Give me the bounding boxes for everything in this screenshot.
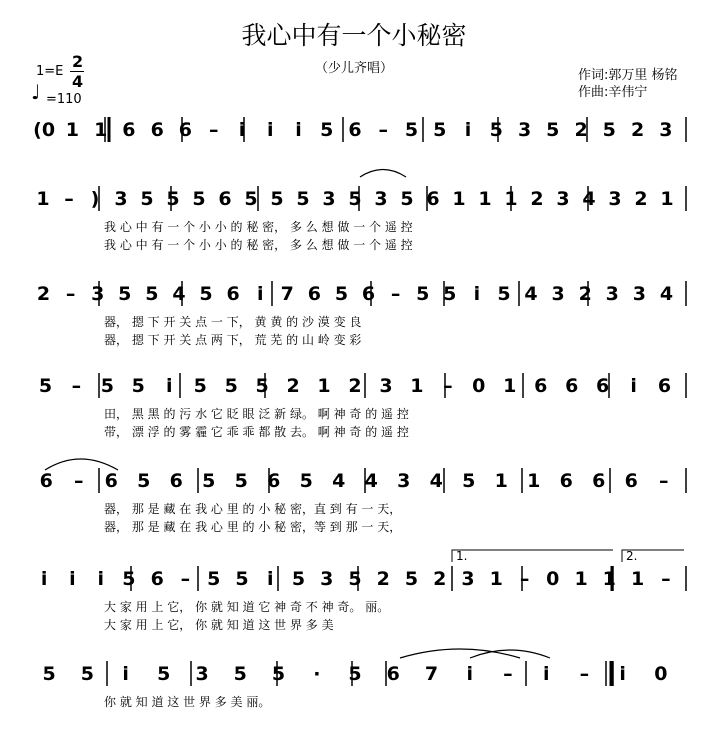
quarter-note-icon: ♩ bbox=[31, 80, 41, 104]
note: 1 bbox=[494, 470, 508, 492]
note: 5 bbox=[244, 188, 258, 210]
note: 6 bbox=[592, 470, 606, 492]
note: 6 bbox=[122, 119, 136, 141]
note: 6 bbox=[426, 188, 440, 210]
note: 1 bbox=[527, 470, 541, 492]
note: 1 bbox=[489, 568, 503, 590]
note: 2 bbox=[630, 119, 645, 141]
song-subtitle: （少儿齐唱） bbox=[314, 61, 393, 76]
note: 3 bbox=[91, 283, 105, 305]
note: 0 bbox=[546, 568, 560, 590]
key-signature: 1=E bbox=[36, 64, 64, 79]
note: i bbox=[166, 375, 173, 397]
note: 5 bbox=[320, 119, 334, 141]
note: 5 bbox=[404, 568, 419, 590]
note: 5 bbox=[602, 119, 616, 141]
note: – bbox=[443, 375, 453, 397]
note: 2 bbox=[433, 568, 447, 590]
note: 6 bbox=[178, 119, 193, 141]
note: 3 bbox=[632, 283, 647, 305]
note: 5 bbox=[400, 188, 414, 210]
note: 1 bbox=[94, 119, 108, 141]
note: 1 bbox=[602, 568, 616, 590]
note: – bbox=[180, 568, 191, 590]
note: 5 bbox=[443, 283, 457, 305]
lyric-verse-2: 带， 漂 浮 的 雾 霾 它 乖 乖 都 散 去。 啊 神 奇 的 遥 控 bbox=[104, 425, 409, 439]
note: 5 bbox=[416, 283, 430, 305]
note: 1 bbox=[65, 119, 80, 141]
note: 3 bbox=[551, 283, 565, 305]
note: 1 bbox=[504, 188, 518, 210]
note: 6 bbox=[150, 568, 164, 590]
note: 6 bbox=[348, 119, 362, 141]
song-title: 我心中有一个小秘密 bbox=[241, 21, 467, 50]
note: 1 bbox=[660, 188, 674, 210]
note: 2 bbox=[286, 375, 300, 397]
lyric-verse-2: 我 心 中 有 一 个 小 小 的 秘 密， 多 么 想 做 一 个 遥 控 bbox=[104, 238, 413, 252]
note: 6 bbox=[267, 470, 281, 492]
note: 5 bbox=[296, 188, 310, 210]
note: 5 bbox=[100, 375, 115, 397]
note: 5 bbox=[235, 568, 249, 590]
note: – bbox=[519, 568, 530, 590]
lyric-verse-1: 器， 那 是 藏 在 我 心 里 的 小 秘 密，直 到 有 一 天， bbox=[104, 502, 402, 516]
note: 5 bbox=[137, 470, 151, 492]
note: · bbox=[313, 663, 321, 685]
note: 5 bbox=[145, 283, 159, 305]
note: 6 bbox=[595, 375, 610, 397]
note: 3 bbox=[605, 283, 619, 305]
note: 6 bbox=[361, 283, 376, 305]
note: 1 bbox=[478, 188, 492, 210]
composer-credit: 作曲:辛伟宁 bbox=[578, 85, 648, 100]
note: 6 bbox=[386, 663, 400, 685]
note: 2 bbox=[530, 188, 544, 210]
lyric-verse-1: 器， 摁 下 开 关 点 一 下， 黄 黄 的 沙 漠 变 良 bbox=[104, 315, 362, 329]
note: 5 bbox=[193, 375, 207, 397]
volta-bracket-1 bbox=[452, 550, 613, 562]
note: 4 bbox=[332, 470, 346, 492]
note: 1 bbox=[503, 375, 517, 397]
note: 6 bbox=[226, 283, 240, 305]
note: i bbox=[69, 568, 76, 590]
note: – bbox=[390, 283, 401, 305]
note: 5 bbox=[334, 283, 349, 305]
note: 5 bbox=[199, 283, 213, 305]
note: 1 bbox=[36, 188, 50, 210]
note: 1 bbox=[574, 568, 588, 590]
note: 5 bbox=[433, 119, 447, 141]
note: 3 bbox=[379, 375, 393, 397]
note: 5 bbox=[118, 283, 132, 305]
note: 0 bbox=[472, 375, 486, 397]
note: 2 bbox=[36, 283, 51, 305]
tie bbox=[470, 650, 550, 658]
lyric-verse-1: 我 心 中 有 一 个 小 小 的 秘 密， 多 么 想 做 一 个 遥 控 bbox=[104, 220, 413, 234]
tempo-marking: =110 bbox=[46, 92, 82, 107]
note: 3 bbox=[659, 119, 673, 141]
note: 3 bbox=[320, 568, 334, 590]
time-signature-top: 2 bbox=[72, 52, 84, 71]
note: i bbox=[122, 663, 129, 685]
note: i bbox=[40, 568, 48, 590]
note: 5 bbox=[122, 568, 136, 590]
lyricist-credit: 作词:郭万里 杨铭 bbox=[578, 68, 678, 83]
note: 5 bbox=[404, 119, 419, 141]
note: 2 bbox=[578, 283, 592, 305]
note: 1 bbox=[630, 568, 645, 590]
lyric-verse-1: 大 家 用 上 它， 你 就 知 道 它 神 奇 不 神 奇。 丽。 bbox=[104, 600, 390, 614]
note: 5 bbox=[462, 470, 476, 492]
lyric-verse-1: 你 就 知 道 这 世 界 多 美 丽。 bbox=[104, 695, 271, 709]
note: – bbox=[65, 283, 76, 305]
note: – bbox=[503, 663, 513, 685]
note: 5 bbox=[271, 663, 286, 685]
note: i bbox=[630, 375, 637, 397]
note: 6 bbox=[169, 470, 183, 492]
note: – bbox=[64, 188, 74, 210]
note: 0 bbox=[654, 663, 668, 685]
note: i bbox=[464, 119, 472, 141]
note: 3 bbox=[397, 470, 411, 492]
note: 5 bbox=[255, 375, 269, 397]
note: 2 bbox=[574, 119, 588, 141]
note: 5 bbox=[497, 283, 511, 305]
note: 6 bbox=[624, 470, 638, 492]
note: 5 bbox=[157, 663, 171, 685]
note: 7 bbox=[424, 663, 439, 685]
note: 5 bbox=[140, 188, 154, 210]
note: i bbox=[619, 663, 626, 685]
note: 6 bbox=[534, 375, 548, 397]
lyric-verse-2: 器， 那 是 藏 在 我 心 里 的 小 秘 密，等 到 那 一 天， bbox=[104, 520, 402, 534]
note: – bbox=[208, 119, 219, 141]
note: i bbox=[466, 663, 473, 685]
note: 3 bbox=[608, 188, 622, 210]
note: 6 bbox=[657, 375, 672, 397]
note: 5 bbox=[42, 663, 56, 685]
note: 6 bbox=[39, 470, 53, 492]
note: 5 bbox=[291, 568, 306, 590]
note: – bbox=[579, 663, 590, 685]
note: 2 bbox=[376, 568, 390, 590]
note: 5 bbox=[546, 119, 560, 141]
note: 5 bbox=[224, 375, 238, 397]
slur bbox=[360, 170, 406, 178]
note: – bbox=[74, 470, 84, 492]
note: 4 bbox=[582, 188, 596, 210]
note: i bbox=[97, 568, 104, 590]
note: 1 bbox=[410, 375, 424, 397]
lyric-verse-2: 大 家 用 上 它， 你 就 知 道 这 世 界 多 美 bbox=[104, 618, 334, 632]
lyric-verse-2: 器， 摁 下 开 关 点 两 下， 荒 芜 的 山 岭 变 彩 bbox=[104, 333, 362, 347]
note: i bbox=[238, 119, 246, 141]
note: 5 bbox=[131, 375, 145, 397]
note: – bbox=[71, 375, 82, 397]
note: 6 bbox=[559, 470, 573, 492]
note: 6 bbox=[565, 375, 579, 397]
note: 2 bbox=[348, 375, 362, 397]
note: 6 bbox=[307, 283, 322, 305]
note: 1 bbox=[317, 375, 331, 397]
note: 5 bbox=[234, 470, 248, 492]
note: 5 bbox=[489, 119, 503, 141]
note: 2 bbox=[634, 188, 648, 210]
note: 4 bbox=[364, 470, 378, 492]
note: 6 bbox=[104, 470, 118, 492]
note: 7 bbox=[280, 283, 294, 305]
note: i bbox=[266, 568, 274, 590]
note: 4 bbox=[659, 283, 674, 305]
note: 5 bbox=[80, 663, 95, 685]
note: 3 bbox=[114, 188, 128, 210]
volta-2-label: 2. bbox=[626, 549, 638, 563]
note: 5 bbox=[207, 568, 221, 590]
note: i bbox=[542, 663, 550, 685]
note: 3 bbox=[374, 188, 388, 210]
note: ) bbox=[90, 188, 100, 210]
note: i bbox=[256, 283, 264, 305]
note: 5 bbox=[270, 188, 284, 210]
note: 5 bbox=[348, 188, 362, 210]
note: 1 bbox=[452, 188, 466, 210]
volta-1-label: 1. bbox=[456, 549, 468, 563]
note: 4 bbox=[172, 283, 186, 305]
note: 3 bbox=[461, 568, 475, 590]
note: i bbox=[266, 119, 274, 141]
note: 4 bbox=[524, 283, 538, 305]
note: 5 bbox=[166, 188, 180, 210]
note: 5 bbox=[202, 470, 216, 492]
note: 3 bbox=[517, 119, 532, 141]
note: 5 bbox=[348, 568, 362, 590]
note: 3 bbox=[195, 663, 209, 685]
time-signature-bottom: 4 bbox=[72, 72, 84, 91]
note: – bbox=[661, 568, 671, 590]
lyric-verse-1: 田， 黑 黑 的 污 水 它 眨 眼 泛 新 绿。 啊 神 奇 的 遥 控 bbox=[104, 407, 409, 421]
note: 6 bbox=[150, 119, 164, 141]
note: 5 bbox=[233, 663, 247, 685]
note: i bbox=[473, 283, 481, 305]
note: 3 bbox=[556, 188, 570, 210]
note: – bbox=[659, 470, 669, 492]
note: i bbox=[295, 119, 302, 141]
note: 6 bbox=[218, 188, 232, 210]
note: 5 bbox=[192, 188, 206, 210]
note: – bbox=[378, 119, 389, 141]
note: 5 bbox=[299, 470, 313, 492]
note: 5 bbox=[348, 663, 362, 685]
note: 4 bbox=[429, 470, 443, 492]
note: (0 bbox=[33, 119, 56, 141]
note: 5 bbox=[38, 375, 53, 397]
note: 3 bbox=[322, 188, 336, 210]
slur bbox=[45, 459, 118, 470]
